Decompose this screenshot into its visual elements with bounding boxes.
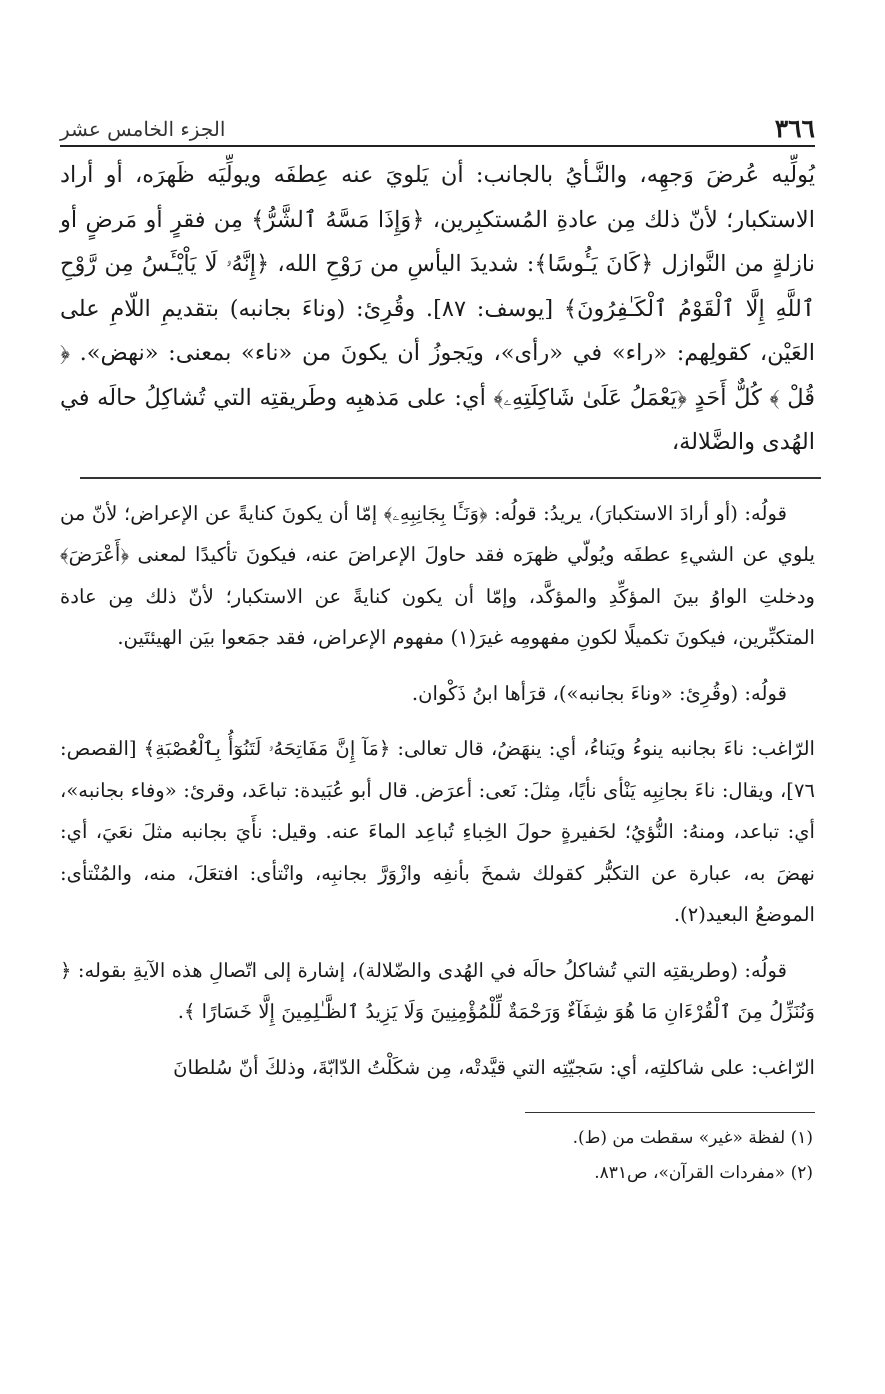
footnote: (١) لفظة «غير» سقطت من (ط). bbox=[572, 1128, 813, 1148]
footnote-separator bbox=[525, 1112, 815, 1113]
footnotes bbox=[60, 1121, 815, 1191]
separator-line bbox=[80, 477, 821, 479]
running-title: الجزء الخامس عشر bbox=[60, 117, 226, 141]
commentary bbox=[60, 493, 815, 1089]
footnote: (٢) «مفردات القرآن»، ص٨٣١. bbox=[594, 1163, 813, 1183]
commentary-paragraph: الرّاغب: على شاكلتِه، أي: سَجيّتِه التي قيَّدتْه، مِن شكَلْتُ الدّابّةَ، وذلكَ أنّ سُلطانَ bbox=[173, 1055, 815, 1079]
commentary-paragraph: قولُه: (وطريقتِه التي تُشاكلُ حالَه في الهُدى والضّلالة)، إشارة إلى اتّصالِ هذه الآيةِ بقوله: ﴿ وَنُنَزِّلُ مِنَ ٱلْقُرْءَانِ مَا هُوَ شِفَآءٌ وَرَحْمَةٌ لِّلْمُؤْمِنِينَ وَلَا يَزِيدُ ٱلظَّـٰلِمِينَ إِلَّا خَسَارًا ﴾. bbox=[60, 958, 815, 1023]
main-paragraph: يُولِّيه عُرضَ وَجهِه، والنَّـأيُ بالجانب: أن يَلويَ عنه عِطفَه ويولِّيَه ظَهرَه، أو أراد الاستكبار؛ لأنّ ذلك مِن عادةِ المُستكبِرين، ﴿وَإِذَا مَسَّهُ ٱلشَّرُّ﴾ مِن فقرٍ أو مَرضٍ أو نازلةٍ من النَّوازل ﴿كَانَ يَـُٔوسًا﴾: شديدَ اليأسِ من رَوْحِ الله، ﴿إِنَّهُۥ لَا يَاْيْـَٔسُ مِن رَّوْحِ ٱللَّهِ إِلَّا ٱلْقَوْمُ ٱلْكَـٰفِرُونَ﴾ [يوسف: ٨٧]. وقُرِئ: (وناءَ بجانبه) بتقديمِ اللّامِ على العَيْن، كقولِهم: «راء» في «رأى»، ويَجوزُ أن يكونَ من «ناء» بمعنى: «نهض». ﴿ قُلْ ﴾ كُلٌّ أَحَدٍ ﴿يَعْمَلُ عَلَىٰ شَاكِلَتِهِۦ﴾ أي: على مَذهبِه وطَريقتِه التي تُشاكِلُ حالَه في الهُدى والضَّلالة، bbox=[60, 162, 815, 455]
commentary-paragraph: الرّاغب: ناءَ بجانبه ينوءُ ويَناءُ، أي: ينهَضُ، قال تعالى: ﴿مَآ إِنَّ مَفَاتِحَهُۥ لَتَنُوٓأُ بِٱلْعُصْبَةِ﴾ [القصص: ٧٦]، ويقال: ناءَ بجانِبِه يَنْأى نأيًا، مِثلَ: نَعى: أعرَض. قال أبو عُبَيدة: تباعَد، وقرئ: «وفاء بجانبه»، أي: تباعد، ومنهُ: النُّؤيُ؛ لحَفيرةٍ حولَ الخِباءِ تُباعِد الماءَ عنه. وقيل: نأَيَ بجانبه مثلَ نعَيَ، أي: نهضَ به، عبارة عن التكبُّر كقولك شمخَ بأنفِه وازْوَرَّ بجانبِه، وانْتأى: افتعَلَ، منه، والمُنْتأى: الموضعُ البعيد(٢). bbox=[60, 737, 815, 926]
commentary-paragraph: قولُه: (وقُرِئ: «وناءَ بجانبه»)، قرَأها ابنُ ذَكْوان. bbox=[411, 681, 787, 705]
page-number: ٣٦٦ bbox=[774, 114, 815, 143]
book-page bbox=[60, 105, 815, 1191]
main-text bbox=[60, 153, 815, 465]
commentary-paragraph: قولُه: (أو أرادَ الاستكبارَ)، يريدُ: قولُه: ﴿وَنَـَٔا بِجَانِبِهِۦ﴾ إمّا أن يكونَ كنايةً عن الإعراض؛ لأنّ من يلوي عن الشيءِ عطفَه ويُولّي ظهرَه فقد حاولَ الإعراضَ عنه، فيكونَ تأكيدًا لمعنى ﴿أَعْرَضَ﴾ ودخلتِ الواوُ بينَ المؤكِّدِ والمؤكَّد، وإمّا أن يكون كنايةً عن الاستكبار؛ لأنّ ذلك مِن عادة المتكبِّرين، فيكونَ تكميلًا لكونِ مفهومِه غيرَ(١) مفهوم الإعراض، فقد جمَعوا بيَن الهيئتَين. bbox=[60, 501, 816, 649]
page-header bbox=[60, 105, 815, 147]
